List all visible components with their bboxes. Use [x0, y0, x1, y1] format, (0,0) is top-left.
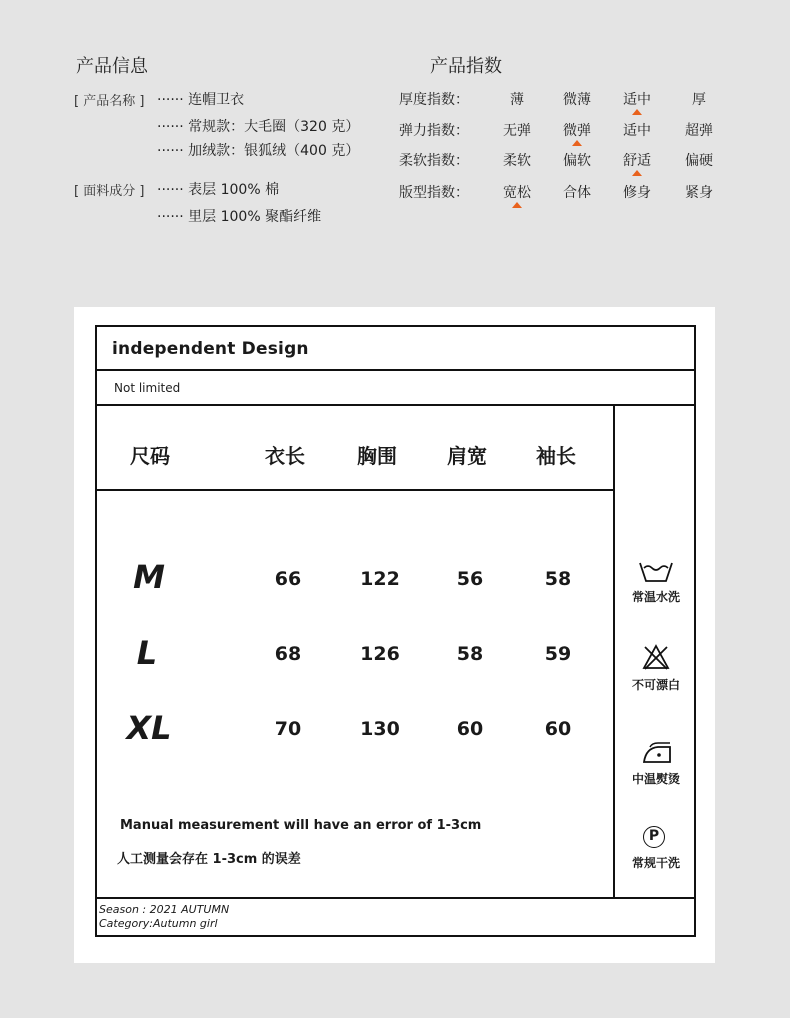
header-chest: 胸围: [357, 444, 397, 468]
table-cell: 70: [274, 718, 302, 740]
care-label: 不可漂白: [631, 678, 680, 692]
size-xl: XL: [126, 709, 172, 747]
table-cell: 66: [274, 568, 302, 590]
index-option-text: 厚: [692, 92, 706, 108]
index-option: [552, 120, 602, 140]
iron-icon: [636, 738, 676, 768]
index-option-text: 无弹: [503, 123, 531, 139]
index-option-text: 偏硬: [685, 153, 713, 169]
selected-marker-icon: [572, 140, 582, 146]
index-option: [612, 120, 662, 140]
table-cell: 56: [456, 568, 484, 590]
product-name-label: [ 产品名称 ]: [74, 94, 145, 109]
index-option: [674, 120, 724, 140]
care-label: 中温熨烫: [631, 772, 680, 786]
index-row-label: 版型指数：: [399, 185, 469, 201]
care-label: 常规干洗: [631, 856, 680, 870]
header-sleeve: 袖长: [536, 444, 576, 468]
season-text: Season : 2021 AUTUMN: [99, 903, 230, 916]
index-option-text: 舒适: [623, 153, 651, 169]
product-index-title: 产品指数: [430, 56, 502, 77]
index-option-text: 柔软: [503, 153, 531, 169]
table-cell: 60: [456, 718, 484, 740]
index-option-text: 宽松: [503, 185, 531, 201]
index-option-text: 微薄: [563, 92, 591, 108]
table-cell: 122: [360, 568, 400, 590]
care-column-divider: [613, 404, 615, 899]
index-row-label: 柔软指数：: [399, 153, 469, 169]
product-name-line: ······ 常规款：大毛圈（320 克）: [157, 119, 360, 135]
divider: [95, 369, 696, 371]
divider: [95, 489, 615, 491]
index-row-label: 厚度指数：: [399, 92, 469, 108]
index-option-text: 超弹: [685, 123, 713, 139]
index-option: [674, 150, 724, 170]
table-cell: 58: [544, 568, 572, 590]
index-option-text: 薄: [510, 92, 524, 108]
index-option: [674, 182, 724, 202]
card-subtitle: Not limited: [114, 381, 181, 395]
material-line: ······ 表层 100% 棉: [157, 182, 280, 198]
header-size: 尺码: [130, 444, 170, 468]
index-option: [552, 89, 602, 109]
product-name-line: ······ 连帽卫衣: [157, 92, 245, 108]
index-option: [492, 120, 542, 140]
index-option: [492, 182, 542, 202]
card-frame: [95, 325, 696, 937]
material-line: ······ 里层 100% 聚酯纤维: [157, 209, 322, 225]
size-card: [74, 307, 715, 963]
index-option: [492, 150, 542, 170]
index-option-text: 合体: [563, 185, 591, 201]
product-name-line: ······ 加绒款：银狐绒（400 克）: [157, 143, 360, 159]
table-cell: 58: [456, 643, 484, 665]
index-option-text: 紧身: [685, 185, 713, 201]
table-cell: 130: [360, 718, 400, 740]
divider: [95, 897, 696, 899]
table-cell: 126: [360, 643, 400, 665]
material-label: [ 面料成分 ]: [74, 184, 145, 199]
no-bleach-icon: [636, 643, 676, 673]
index-option: [552, 150, 602, 170]
index-option-text: 适中: [623, 92, 651, 108]
wash-basin-icon: [636, 557, 676, 587]
index-option-text: 适中: [623, 123, 651, 139]
index-option: [612, 89, 662, 109]
selected-marker-icon: [632, 109, 642, 115]
card-title: independent Design: [112, 339, 309, 359]
category-text: Category:Autumn girl: [99, 917, 218, 930]
header-shoulder: 肩宽: [447, 444, 487, 468]
index-option-text: 微弹: [563, 123, 591, 139]
care-label: 常温水洗: [631, 590, 680, 604]
measurement-note-en: Manual measurement will have an error of 1-3cm: [120, 818, 482, 833]
header-length: 衣长: [265, 444, 305, 468]
selected-marker-icon: [512, 202, 522, 208]
measurement-note-cn: 人工测量会存在 1-3cm 的误差: [117, 852, 301, 867]
index-option: [612, 182, 662, 202]
size-l: L: [136, 634, 158, 672]
index-option: [492, 89, 542, 109]
index-option: [552, 182, 602, 202]
dry-clean-p-icon: P: [643, 826, 665, 848]
table-cell: 59: [544, 643, 572, 665]
table-cell: 68: [274, 643, 302, 665]
product-info-title: 产品信息: [76, 56, 148, 77]
size-m: M: [133, 558, 165, 596]
index-option-text: 修身: [623, 185, 651, 201]
index-option: [674, 89, 724, 109]
index-option-text: 偏软: [563, 153, 591, 169]
table-cell: 60: [544, 718, 572, 740]
index-option: [612, 150, 662, 170]
index-row-label: 弹力指数：: [399, 123, 469, 139]
divider: [95, 404, 696, 406]
selected-marker-icon: [632, 170, 642, 176]
